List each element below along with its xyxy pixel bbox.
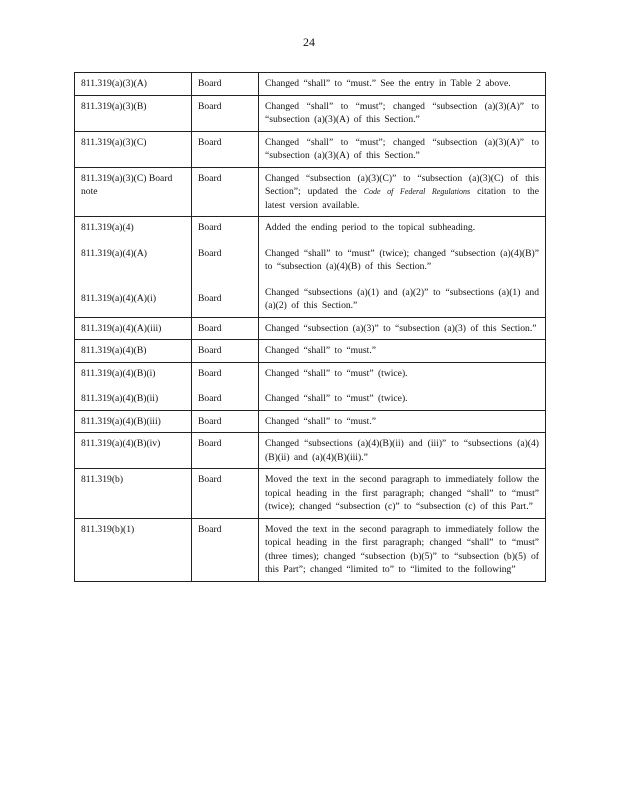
agency-name: Board [198, 172, 222, 184]
cfr-title: Code of Federal Regulations [363, 187, 471, 196]
spacer [81, 380, 185, 392]
table-row [75, 518, 546, 581]
agency-name: Board [198, 345, 222, 356]
section-cell [75, 340, 192, 363]
change-description: Changed “subsections (a)(4)(B)(ii) and (iii)” to “subsections (a)(4)(B)(ii) and (a)(4)(B)(iii).” [265, 438, 539, 463]
agency-cell [192, 433, 259, 469]
table-row [75, 340, 546, 363]
table-row [75, 167, 546, 217]
agency-name: Board [198, 523, 222, 535]
change-description: Changed “subsections (a)(1) and (a)(2)” to “subsections (a)(1) and (a)(2) of this Section.” [265, 286, 539, 311]
table-row [75, 131, 546, 167]
section-number: 811.319(a)(3)(C) Board note [81, 172, 173, 197]
agency-name: Board [198, 474, 222, 485]
table-row [75, 362, 546, 410]
section-number: 811.319(a)(3)(C) [81, 136, 147, 148]
agency-cell [192, 518, 259, 581]
spacer [198, 380, 252, 392]
agency-name: Board [198, 100, 222, 112]
table-row [75, 217, 546, 318]
spacer [81, 235, 185, 247]
section-number: 811.319(a)(4)(B)(iii) [81, 415, 161, 427]
change-description-start: Changed “subsection (a)(3)(C)” to “subsection (a)(3)(C) of this Section”; updated the [265, 172, 539, 197]
section-cell [75, 167, 192, 217]
section-number: 811.319(a)(4)(A) [81, 247, 147, 259]
table-row [75, 95, 546, 131]
change-description: Changed “shall” to “must” (twice); changed “subsection (a)(4)(B)” to “subsection (a)(4)(B) of this Section.” [265, 247, 539, 272]
section-cell [75, 73, 192, 96]
agency-name: Board [198, 415, 222, 427]
agency-cell [192, 217, 259, 318]
agency-cell [192, 73, 259, 96]
section-cell [75, 317, 192, 340]
agency-name: Board [198, 438, 222, 449]
section-number: 811.319(a)(3)(A) [81, 78, 147, 89]
section-cell [75, 518, 192, 581]
agency-cell [192, 469, 259, 519]
spacer [265, 274, 539, 286]
change-description: Changed “shall” to “must.” See the entry in Table 2 above. [265, 78, 511, 89]
spacer [265, 235, 539, 247]
agency-name: Board [198, 322, 222, 334]
agency-cell [192, 167, 259, 217]
agency-cell [192, 317, 259, 340]
section-cell [75, 362, 192, 410]
agency-cell [192, 410, 259, 433]
agency-name: Board [198, 393, 222, 404]
agency-cell [192, 95, 259, 131]
section-number: 811.319(a)(4)(B)(ii) [81, 393, 159, 404]
description-cell [259, 433, 546, 469]
section-number: 811.319(a)(4)(A)(iii) [81, 322, 162, 334]
page-number: 24 [303, 35, 315, 49]
section-cell [75, 410, 192, 433]
description-cell [259, 95, 546, 131]
section-number: 811.319(a)(4)(A)(i) [81, 293, 157, 304]
section-cell [75, 469, 192, 519]
change-description: Added the ending period to the topical subheading. [265, 222, 476, 233]
agency-name: Board [198, 78, 222, 89]
table-row [75, 317, 546, 340]
table-row [75, 73, 546, 96]
spacer [198, 260, 252, 280]
description-cell [259, 167, 546, 217]
section-number: 811.319(a)(4) [81, 222, 134, 233]
agency-name: Board [198, 136, 222, 148]
description-cell [259, 518, 546, 581]
section-cell [75, 217, 192, 318]
change-description: Moved the text in the second paragraph to immediately follow the topical heading in the first paragraph; changed “shall” to “must” (three times); changed “subsection (b)(5)” to “subsection (b)(5) of this Part”; changed “limited to” to “limited to the following” [265, 523, 539, 575]
change-description-end: citation to the latest version available. [265, 186, 539, 211]
changes-table [74, 72, 546, 582]
change-description: Changed “shall” to “must” (twice). [265, 367, 408, 379]
spacer [81, 280, 185, 292]
section-number: 811.319(a)(4)(B)(i) [81, 367, 156, 379]
description-cell [259, 410, 546, 433]
description-cell [259, 317, 546, 340]
description-cell [259, 131, 546, 167]
agency-name: Board [198, 247, 222, 259]
agency-cell [192, 340, 259, 363]
spacer [265, 380, 539, 392]
spacer [198, 235, 252, 247]
change-description: Changed “shall” to “must” (twice). [265, 393, 408, 404]
change-description: Changed “subsection (a)(3)” to “subsection (a)(3) of this Section.” [265, 322, 537, 334]
section-cell [75, 95, 192, 131]
change-description: Changed “shall” to “must”; changed “subsection (a)(3)(A)” to “subsection (a)(3)(A) of this Section.” [265, 100, 539, 125]
description-cell [259, 217, 546, 318]
agency-cell [192, 362, 259, 410]
agency-name: Board [198, 293, 222, 304]
section-number: 811.319(b)(1) [81, 523, 135, 535]
section-number: 811.319(a)(3)(B) [81, 100, 147, 112]
table-row [75, 469, 546, 519]
agency-name: Board [198, 222, 222, 233]
change-description: Changed “shall” to “must”; changed “subsection (a)(3)(A)” to “subsection (a)(3)(A) of this Section.” [265, 136, 539, 161]
description-cell [259, 469, 546, 519]
table-row [75, 433, 546, 469]
section-cell [75, 131, 192, 167]
change-description: Moved the text in the second paragraph to immediately follow the topical heading in the first paragraph; changed “shall” to “must” (twice); changed “subsection (c)” to “subsection (c) of this Part.” [265, 474, 539, 512]
section-number: 811.319(a)(4)(B) [81, 345, 147, 356]
table-row [75, 410, 546, 433]
description-cell [259, 362, 546, 410]
section-number: 811.319(a)(4)(B)(iv) [81, 438, 161, 449]
spacer [198, 280, 252, 292]
section-number: 811.319(b) [81, 474, 124, 485]
change-description: Changed “shall” to “must.” [265, 345, 376, 356]
section-cell [75, 433, 192, 469]
change-description: Changed “shall” to “must.” [265, 415, 376, 427]
spacer [81, 260, 185, 280]
description-cell [259, 340, 546, 363]
agency-name: Board [198, 367, 222, 379]
description-cell [259, 73, 546, 96]
agency-cell [192, 131, 259, 167]
